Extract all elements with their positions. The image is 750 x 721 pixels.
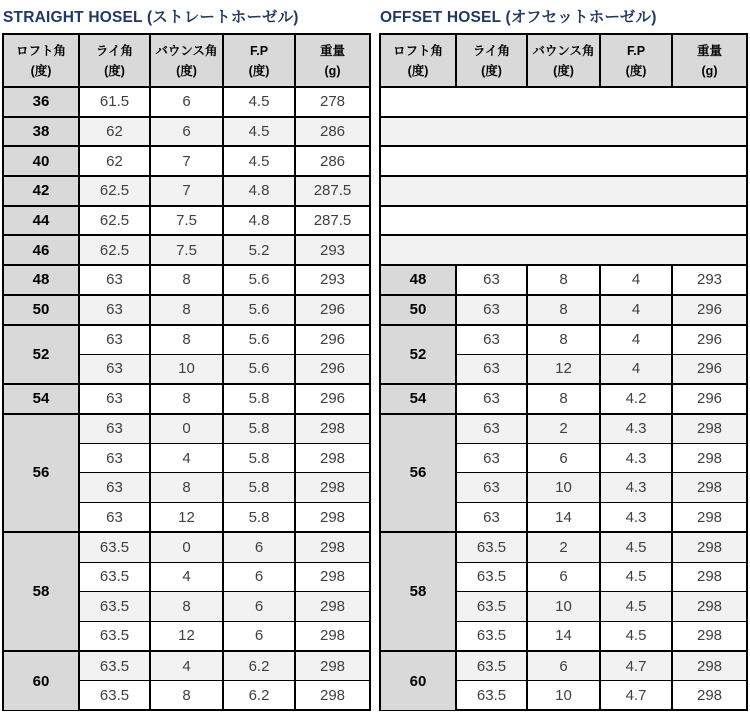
- fp-cell: 4.5: [600, 532, 672, 562]
- loft-cell: 48: [380, 265, 456, 295]
- column-unit: (g): [701, 63, 718, 78]
- weight-cell: 298: [672, 562, 747, 592]
- fp-cell: 4.2: [600, 384, 672, 414]
- lie-cell: 63.5: [79, 532, 150, 562]
- weight-cell: 298: [295, 621, 370, 651]
- loft-cell: 48: [3, 265, 79, 295]
- lie-cell: 63: [79, 325, 150, 355]
- lie-cell: 63.5: [79, 681, 150, 711]
- fp-cell: 5.6: [223, 295, 295, 325]
- weight-cell: 296: [295, 384, 370, 414]
- column-unit: (度): [30, 63, 52, 78]
- spec-row-loft-40: [3, 146, 370, 176]
- fp-cell: 4.5: [600, 562, 672, 592]
- loft-cell: 38: [3, 117, 79, 147]
- fp-cell: 4: [600, 265, 672, 295]
- spec-row-loft-52: [3, 325, 370, 355]
- lie-cell: 63: [456, 473, 527, 503]
- fp-cell: 6: [223, 532, 295, 562]
- lie-cell: 63: [79, 384, 150, 414]
- fp-cell: 4: [600, 295, 672, 325]
- loft-cell: 52: [3, 325, 79, 384]
- fp-cell: 4.8: [223, 176, 295, 206]
- column-unit: (度): [553, 63, 574, 78]
- column-header-fp: [600, 34, 672, 87]
- lie-cell: 62.5: [79, 206, 150, 236]
- lie-cell: 63: [456, 354, 527, 384]
- fp-cell: 4.5: [223, 117, 295, 147]
- column-header-bounce: [150, 34, 223, 87]
- lie-cell: 63: [456, 443, 527, 473]
- spec-row-loft-42: [3, 176, 370, 206]
- weight-cell: 296: [295, 295, 370, 325]
- weight-cell: 286: [295, 146, 370, 176]
- bounce-cell: 10: [527, 681, 600, 711]
- bounce-cell: 6: [527, 443, 600, 473]
- loft-cell: 58: [3, 532, 79, 651]
- weight-cell: 298: [295, 443, 370, 473]
- column-unit: (g): [324, 63, 341, 78]
- bounce-cell: 8: [150, 592, 223, 622]
- loft-cell: 50: [3, 295, 79, 325]
- fp-cell: 4.8: [223, 206, 295, 236]
- bounce-cell: 2: [527, 532, 600, 562]
- header-row: [3, 34, 370, 87]
- lie-cell: 63: [456, 384, 527, 414]
- loft-cell: 50: [380, 295, 456, 325]
- weight-cell: 293: [672, 265, 747, 295]
- weight-cell: 298: [295, 532, 370, 562]
- bounce-cell: 10: [527, 592, 600, 622]
- spec-row-loft-56: [380, 414, 747, 444]
- lie-cell: 63.5: [456, 651, 527, 681]
- bounce-cell: 7: [150, 146, 223, 176]
- weight-cell: 296: [295, 354, 370, 384]
- spec-row-loft-50: [3, 295, 370, 325]
- fp-cell: 4.7: [600, 681, 672, 711]
- fp-cell: 5.8: [223, 503, 295, 533]
- weight-cell: 298: [672, 414, 747, 444]
- empty-cell: [380, 146, 747, 176]
- loft-cell: 40: [3, 146, 79, 176]
- weight-cell: 293: [295, 265, 370, 295]
- weight-cell: 298: [295, 562, 370, 592]
- loft-cell: 52: [380, 325, 456, 384]
- bounce-cell: 8: [150, 265, 223, 295]
- empty-row: [380, 87, 747, 117]
- bounce-cell: 8: [527, 295, 600, 325]
- loft-cell: 60: [380, 651, 456, 710]
- lie-cell: 63.5: [456, 592, 527, 622]
- lie-cell: 62: [79, 117, 150, 147]
- loft-cell: 42: [3, 176, 79, 206]
- fp-cell: 4.3: [600, 414, 672, 444]
- column-header-loft: [380, 34, 456, 87]
- fp-cell: 6.2: [223, 681, 295, 711]
- weight-cell: 298: [672, 443, 747, 473]
- spec-row-loft-58: [380, 532, 747, 562]
- weight-cell: 298: [295, 592, 370, 622]
- loft-cell: 54: [3, 384, 79, 414]
- column-header-weight: [672, 34, 747, 87]
- lie-cell: 63: [79, 265, 150, 295]
- spec-row-loft-44: [3, 206, 370, 236]
- weight-cell: 298: [672, 473, 747, 503]
- lie-cell: 63.5: [456, 621, 527, 651]
- weight-cell: 298: [672, 592, 747, 622]
- column-label: 重量: [696, 43, 722, 58]
- bounce-cell: 7.5: [150, 206, 223, 236]
- column-unit: (度): [176, 63, 197, 78]
- fp-cell: 5.8: [223, 414, 295, 444]
- bounce-cell: 8: [527, 384, 600, 414]
- weight-cell: 293: [295, 235, 370, 265]
- column-header-lie: [456, 34, 527, 87]
- empty-cell: [380, 87, 747, 117]
- weight-cell: 298: [295, 414, 370, 444]
- fp-cell: 6: [223, 621, 295, 651]
- weight-cell: 296: [295, 325, 370, 355]
- column-unit: (度): [407, 63, 429, 78]
- lie-cell: 63: [456, 265, 527, 295]
- bounce-cell: 12: [527, 354, 600, 384]
- bounce-cell: 8: [150, 325, 223, 355]
- empty-row: [380, 176, 747, 206]
- lie-cell: 61.5: [79, 87, 150, 117]
- bounce-cell: 8: [150, 295, 223, 325]
- column-label: F.P: [626, 43, 646, 58]
- column-header-loft: [3, 34, 79, 87]
- empty-cell: [380, 235, 747, 265]
- weight-cell: 298: [295, 681, 370, 711]
- column-label: バウンス角: [532, 43, 595, 58]
- fp-cell: 6: [223, 562, 295, 592]
- lie-cell: 63: [79, 443, 150, 473]
- bounce-cell: 4: [150, 651, 223, 681]
- empty-cell: [380, 176, 747, 206]
- fp-cell: 4.3: [600, 473, 672, 503]
- column-header-weight: [295, 34, 370, 87]
- fp-cell: 5.6: [223, 354, 295, 384]
- lie-cell: 62: [79, 146, 150, 176]
- empty-row: [380, 235, 747, 265]
- lie-cell: 63.5: [79, 621, 150, 651]
- fp-cell: 5.6: [223, 265, 295, 295]
- weight-cell: 296: [672, 325, 747, 355]
- fp-cell: 4.5: [600, 592, 672, 622]
- weight-cell: 286: [295, 117, 370, 147]
- lie-cell: 62.5: [79, 235, 150, 265]
- lie-cell: 63: [456, 325, 527, 355]
- bounce-cell: 4: [150, 443, 223, 473]
- bounce-cell: 8: [527, 265, 600, 295]
- column-label: ロフト角: [392, 43, 443, 58]
- column-unit: (度): [481, 63, 502, 78]
- lie-cell: 63.5: [456, 681, 527, 711]
- weight-cell: 298: [672, 651, 747, 681]
- weight-cell: 298: [672, 503, 747, 533]
- loft-cell: 56: [380, 414, 456, 533]
- column-label: ライ角: [472, 43, 511, 58]
- column-header-lie: [79, 34, 150, 87]
- spec-row-loft-48: [380, 265, 747, 295]
- lie-cell: 63: [456, 503, 527, 533]
- lie-cell: 63: [79, 473, 150, 503]
- fp-cell: 4.7: [600, 651, 672, 681]
- fp-cell: 4.5: [600, 621, 672, 651]
- fp-cell: 5.8: [223, 443, 295, 473]
- bounce-cell: 4: [150, 562, 223, 592]
- weight-cell: 298: [295, 651, 370, 681]
- fp-cell: 5.2: [223, 235, 295, 265]
- lie-cell: 63.5: [79, 651, 150, 681]
- weight-cell: 298: [672, 532, 747, 562]
- lie-cell: 62.5: [79, 176, 150, 206]
- empty-row: [380, 206, 747, 236]
- bounce-cell: 14: [527, 621, 600, 651]
- fp-cell: 4: [600, 325, 672, 355]
- straight-hosel-table: [2, 33, 371, 711]
- spec-row-loft-56: [3, 414, 370, 444]
- column-label: 重量: [319, 43, 345, 58]
- column-label: ライ角: [95, 43, 134, 58]
- spec-row-loft-54: [3, 384, 370, 414]
- straight-hosel-title: STRAIGHT HOSEL (ストレートホーゼル): [3, 9, 299, 26]
- lie-cell: 63: [79, 414, 150, 444]
- loft-cell: 58: [380, 532, 456, 651]
- spec-row-loft-54: [380, 384, 747, 414]
- bounce-cell: 0: [150, 532, 223, 562]
- bounce-cell: 2: [527, 414, 600, 444]
- offset-hosel-title: OFFSET HOSEL (オフセットホーゼル): [380, 9, 657, 26]
- weight-cell: 298: [672, 621, 747, 651]
- bounce-cell: 7.5: [150, 235, 223, 265]
- weight-cell: 278: [295, 87, 370, 117]
- lie-cell: 63.5: [456, 562, 527, 592]
- weight-cell: 287.5: [295, 206, 370, 236]
- spec-row-loft-58: [3, 532, 370, 562]
- bounce-cell: 0: [150, 414, 223, 444]
- bounce-cell: 6: [150, 117, 223, 147]
- column-unit: (度): [248, 63, 270, 78]
- fp-cell: 5.8: [223, 384, 295, 414]
- offset-hosel-table: [379, 33, 748, 711]
- bounce-cell: 8: [150, 384, 223, 414]
- fp-cell: 4.3: [600, 443, 672, 473]
- weight-cell: 298: [295, 503, 370, 533]
- loft-cell: 60: [3, 651, 79, 710]
- bounce-cell: 12: [150, 621, 223, 651]
- lie-cell: 63: [79, 503, 150, 533]
- fp-cell: 5.6: [223, 325, 295, 355]
- straight-hosel-section: [2, 2, 372, 711]
- fp-cell: 4.5: [223, 146, 295, 176]
- column-header-fp: [223, 34, 295, 87]
- spec-row-loft-36: [3, 87, 370, 117]
- column-unit: (度): [625, 63, 647, 78]
- weight-cell: 296: [672, 295, 747, 325]
- weight-cell: 287.5: [295, 176, 370, 206]
- empty-cell: [380, 117, 747, 147]
- spec-row-loft-52: [380, 325, 747, 355]
- lie-cell: 63: [456, 295, 527, 325]
- bounce-cell: 14: [527, 503, 600, 533]
- column-label: ロフト角: [15, 43, 66, 58]
- fp-cell: 6: [223, 592, 295, 622]
- fp-cell: 6.2: [223, 651, 295, 681]
- loft-cell: 54: [380, 384, 456, 414]
- spec-row-loft-38: [3, 117, 370, 147]
- lie-cell: 63.5: [456, 532, 527, 562]
- empty-cell: [380, 206, 747, 236]
- lie-cell: 63: [79, 295, 150, 325]
- bounce-cell: 8: [150, 473, 223, 503]
- column-header-bounce: [527, 34, 600, 87]
- lie-cell: 63: [79, 354, 150, 384]
- spec-row-loft-48: [3, 265, 370, 295]
- weight-cell: 298: [672, 681, 747, 711]
- column-label: バウンス角: [155, 43, 218, 58]
- bounce-cell: 7: [150, 176, 223, 206]
- offset-hosel-section: [379, 2, 749, 711]
- loft-cell: 44: [3, 206, 79, 236]
- fp-cell: 4.5: [223, 87, 295, 117]
- header-row: [380, 34, 747, 87]
- fp-cell: 5.8: [223, 473, 295, 503]
- bounce-cell: 8: [150, 681, 223, 711]
- spec-row-loft-50: [380, 295, 747, 325]
- loft-cell: 46: [3, 235, 79, 265]
- lie-cell: 63: [456, 414, 527, 444]
- weight-cell: 296: [672, 384, 747, 414]
- weight-cell: 298: [295, 473, 370, 503]
- spec-row-loft-60: [380, 651, 747, 681]
- bounce-cell: 8: [527, 325, 600, 355]
- loft-cell: 36: [3, 87, 79, 117]
- bounce-cell: 10: [150, 354, 223, 384]
- lie-cell: 63.5: [79, 592, 150, 622]
- column-unit: (度): [104, 63, 125, 78]
- fp-cell: 4: [600, 354, 672, 384]
- loft-cell: 56: [3, 414, 79, 533]
- empty-row: [380, 117, 747, 147]
- fp-cell: 4.3: [600, 503, 672, 533]
- empty-row: [380, 146, 747, 176]
- lie-cell: 63.5: [79, 562, 150, 592]
- weight-cell: 296: [672, 354, 747, 384]
- bounce-cell: 6: [150, 87, 223, 117]
- bounce-cell: 12: [150, 503, 223, 533]
- bounce-cell: 6: [527, 651, 600, 681]
- column-label: F.P: [249, 43, 269, 58]
- spec-row-loft-46: [3, 235, 370, 265]
- bounce-cell: 10: [527, 473, 600, 503]
- spec-row-loft-60: [3, 651, 370, 681]
- bounce-cell: 6: [527, 562, 600, 592]
